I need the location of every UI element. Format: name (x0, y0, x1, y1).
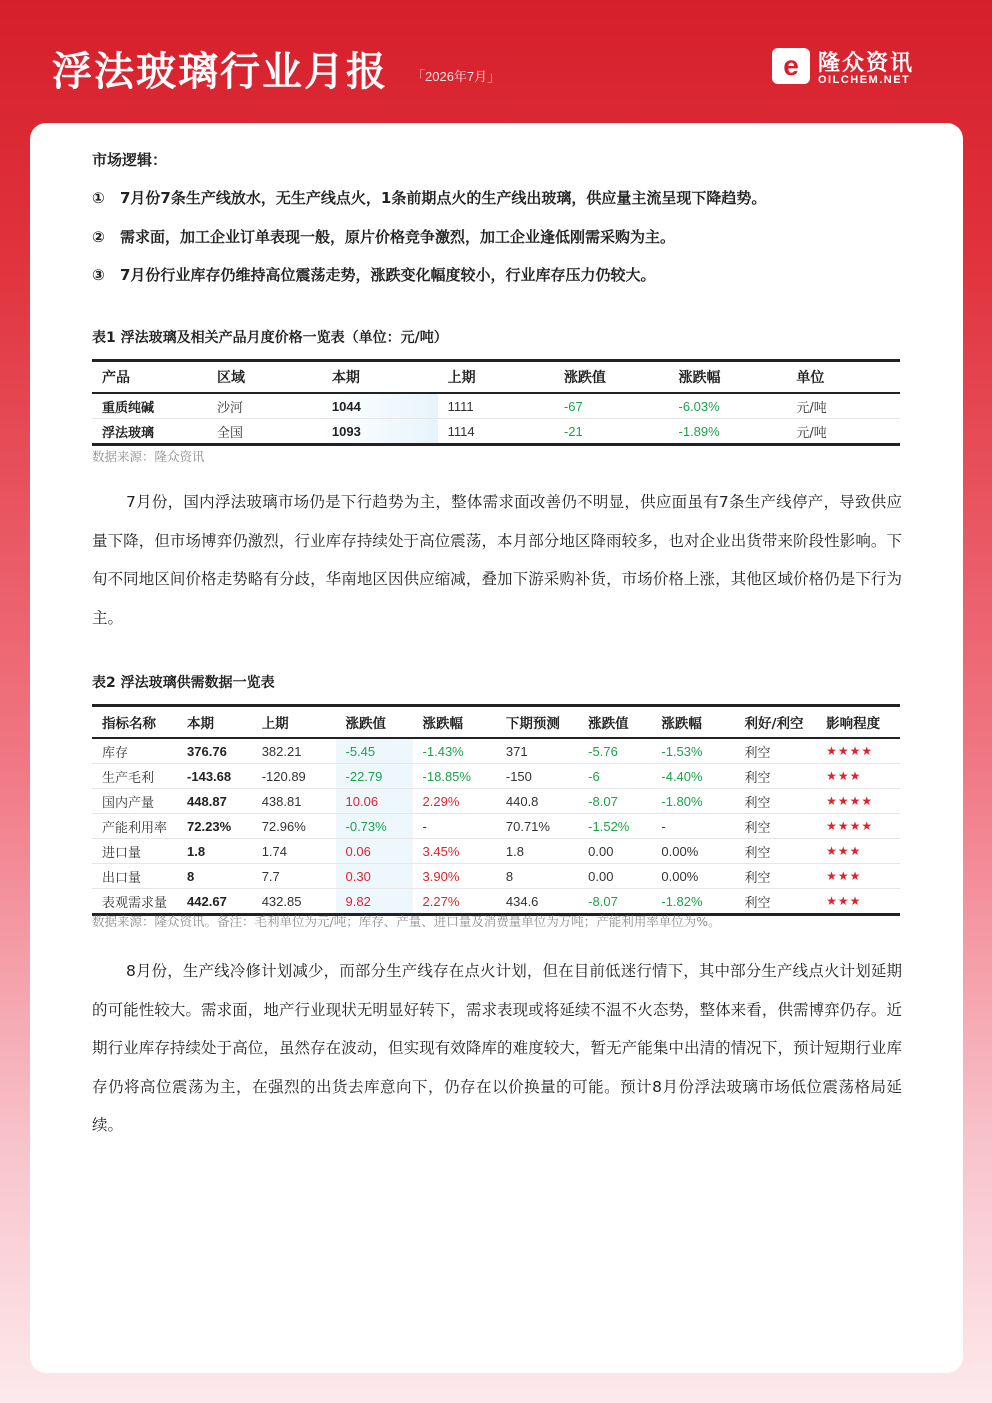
table-cell: 利空 (735, 764, 817, 789)
table-cell: 浮法玻璃 (92, 419, 207, 445)
table-cell: 438.81 (252, 789, 336, 814)
table-cell: -8.07 (578, 889, 651, 915)
column-header: 指标名称 (92, 706, 177, 739)
impact-stars: ★★★ (816, 864, 900, 889)
content-card (30, 123, 963, 1373)
item-number: ② (92, 228, 105, 246)
impact-stars: ★★★★ (816, 738, 900, 764)
table-cell: 432.85 (252, 889, 336, 915)
table-cell: 2.27% (413, 889, 496, 915)
table-cell: 72.23% (177, 814, 252, 839)
supply-demand-table (92, 704, 900, 916)
table-cell: 376.76 (177, 738, 252, 764)
table-cell: -0.73% (336, 814, 413, 839)
table-cell: 0.00 (578, 864, 651, 889)
table-cell: 10.06 (336, 789, 413, 814)
table-cell: 利空 (735, 889, 817, 915)
impact-stars: ★★★ (816, 889, 900, 915)
brand-domain: OILCHEM.NET (818, 74, 911, 86)
table-cell: 382.21 (252, 738, 336, 764)
column-header: 产品 (92, 361, 207, 394)
table-cell: 1044 (322, 393, 438, 419)
table-cell: -6.03% (669, 393, 787, 419)
table-cell: 440.8 (496, 789, 578, 814)
table1-source: 数据来源：隆众资讯 (92, 449, 205, 464)
table-cell: -150 (496, 764, 578, 789)
table-cell: -5.45 (336, 738, 413, 764)
table-cell: 元/吨 (786, 393, 900, 419)
column-header: 利好/利空 (735, 706, 817, 739)
paragraph-august-outlook: 8月份，生产线冷修计划减少，而部分生产线存在点火计划，但在目前低迷行情下，其中部分生产线点火计划延期的可能性较大。需求面，地产行业现状无明显好转下，需求表现或将延续不温不火态势，整体来看，供需博弈仍存。近期行业库存持续处于高位，虽然存在波动，但实现有效降库的难度较大，暂无产能集中出清的情况下，预计短期行业库存仍将高位震荡为主，在强烈的出货去库意向下，仍存在以价换量的可能。预计8月份浮法玻璃市场低位震荡格局延续。 (92, 962, 902, 1134)
table-row (92, 393, 900, 419)
table-cell: 1.8 (177, 839, 252, 864)
table-cell: 9.82 (336, 889, 413, 915)
table-cell: 0.00% (651, 864, 734, 889)
table-cell: 重质纯碱 (92, 393, 207, 419)
report-title: 浮法玻璃行业月报 (52, 49, 388, 95)
table-row (92, 738, 900, 764)
table-cell: 2.29% (413, 789, 496, 814)
column-header: 上期 (438, 361, 554, 394)
table-cell: 371 (496, 738, 578, 764)
column-header: 本期 (322, 361, 438, 394)
table-cell: 国内产量 (92, 789, 177, 814)
table-cell: -1.52% (578, 814, 651, 839)
table-cell: -5.76 (578, 738, 651, 764)
table-cell: -1.43% (413, 738, 496, 764)
table-cell: -8.07 (578, 789, 651, 814)
table-cell: 1114 (438, 419, 554, 445)
column-header: 影响程度 (816, 706, 900, 739)
market-logic-item (92, 187, 766, 208)
table-cell: 434.6 (496, 889, 578, 915)
table-cell: 库存 (92, 738, 177, 764)
market-logic-item (92, 226, 675, 247)
column-header: 涨跌幅 (413, 706, 496, 739)
table-cell: 生产毛利 (92, 764, 177, 789)
table-row (92, 864, 900, 889)
column-header: 单位 (786, 361, 900, 394)
table-cell: 1093 (322, 419, 438, 445)
table-cell: 利空 (735, 839, 817, 864)
table-cell: 全国 (207, 419, 322, 445)
column-header: 下期预测 (496, 706, 578, 739)
table-cell: 70.71% (496, 814, 578, 839)
item-number: ③ (92, 266, 105, 284)
table-cell: 1111 (438, 393, 554, 419)
impact-stars: ★★★★ (816, 789, 900, 814)
table-row (92, 764, 900, 789)
table-cell: 0.30 (336, 864, 413, 889)
impact-stars: ★★★ (816, 764, 900, 789)
table-cell: 0.06 (336, 839, 413, 864)
table1-caption: 表1 浮法玻璃及相关产品月度价格一览表（单位：元/吨） (92, 330, 448, 346)
price-table (92, 359, 900, 446)
column-header: 涨跌值 (554, 361, 669, 394)
table-cell: 利空 (735, 738, 817, 764)
column-header: 上期 (252, 706, 336, 739)
table-cell: 沙河 (207, 393, 322, 419)
column-header: 涨跌幅 (651, 706, 734, 739)
table-cell: -67 (554, 393, 669, 419)
market-logic-heading: 市场逻辑： (92, 151, 168, 169)
impact-stars: ★★★ (816, 839, 900, 864)
item-text: 7月份7条生产线放水，无生产线点火，1条前期点火的生产线出玻璃，供应量主流呈现下降趋势。 (120, 189, 767, 207)
table-cell: 进口量 (92, 839, 177, 864)
table-cell: 表观需求量 (92, 889, 177, 915)
brand-logo (772, 46, 942, 90)
table-cell: 7.7 (252, 864, 336, 889)
table-cell: 1.74 (252, 839, 336, 864)
column-header: 区域 (207, 361, 322, 394)
table-cell: -120.89 (252, 764, 336, 789)
brand-name: 隆众资讯 (818, 51, 915, 76)
table-cell: 448.87 (177, 789, 252, 814)
table-cell: -21 (554, 419, 669, 445)
column-header: 涨跌值 (336, 706, 413, 739)
table-cell: 出口量 (92, 864, 177, 889)
table-cell: -4.40% (651, 764, 734, 789)
table-cell: 0.00 (578, 839, 651, 864)
table-cell: -1.53% (651, 738, 734, 764)
table-header-row (92, 706, 900, 739)
column-header: 涨跌值 (578, 706, 651, 739)
table-cell: 3.90% (413, 864, 496, 889)
table-cell: 3.45% (413, 839, 496, 864)
table-row (92, 889, 900, 915)
column-header: 本期 (177, 706, 252, 739)
impact-stars: ★★★★ (816, 814, 900, 839)
table-cell: 8 (496, 864, 578, 889)
table-row (92, 789, 900, 814)
table-cell: 利空 (735, 814, 817, 839)
item-text: 需求面，加工企业订单表现一般，原片价格竞争激烈，加工企业逢低刚需采购为主。 (120, 228, 676, 246)
table-cell: 72.96% (252, 814, 336, 839)
table-row (92, 839, 900, 864)
column-header: 涨跌幅 (669, 361, 787, 394)
table-cell: 利空 (735, 864, 817, 889)
table-cell: 442.67 (177, 889, 252, 915)
table-cell: 产能利用率 (92, 814, 177, 839)
table-cell: -1.80% (651, 789, 734, 814)
table-cell: -143.68 (177, 764, 252, 789)
table-row (92, 814, 900, 839)
report-header (0, 0, 992, 130)
market-logic-item (92, 264, 655, 285)
table-cell: 元/吨 (786, 419, 900, 445)
table-cell: -1.89% (669, 419, 787, 445)
table-cell: 8 (177, 864, 252, 889)
table-cell: -6 (578, 764, 651, 789)
table-cell: -1.82% (651, 889, 734, 915)
report-period: 「2026年7月」 (412, 69, 501, 84)
table-cell: 利空 (735, 789, 817, 814)
table-cell: -22.79 (336, 764, 413, 789)
table2-caption: 表2 浮法玻璃供需数据一览表 (92, 675, 275, 691)
brand-mark-icon: e (772, 48, 810, 84)
table2-source: 数据来源：隆众资讯。备注：毛利单位为元/吨；库存、产量、进口量及消费量单位为万吨；产能利用率单位为%。 (92, 914, 721, 929)
table-cell: 0.00% (651, 839, 734, 864)
item-text: 7月份行业库存仍维持高位震荡走势，涨跌变化幅度较小，行业库存压力仍较大。 (120, 266, 656, 284)
item-number: ① (92, 189, 105, 207)
table-cell: - (651, 814, 734, 839)
table-cell: 1.8 (496, 839, 578, 864)
table-cell: - (413, 814, 496, 839)
table-row (92, 419, 900, 445)
paragraph-july-summary: 7月份，国内浮法玻璃市场仍是下行趋势为主，整体需求面改善仍不明显，供应面虽有7条生产线停产，导致供应量下降，但市场博弈仍激烈，行业库存持续处于高位震荡，本月部分地区降雨较多，也对企业出货带来阶段性影响。下旬不同地区间价格走势略有分歧，华南地区因供应缩减，叠加下游采购补货，市场价格上涨，其他区域价格仍是下行为主。 (92, 493, 902, 627)
table-cell: -18.85% (413, 764, 496, 789)
table-header-row (92, 361, 900, 394)
